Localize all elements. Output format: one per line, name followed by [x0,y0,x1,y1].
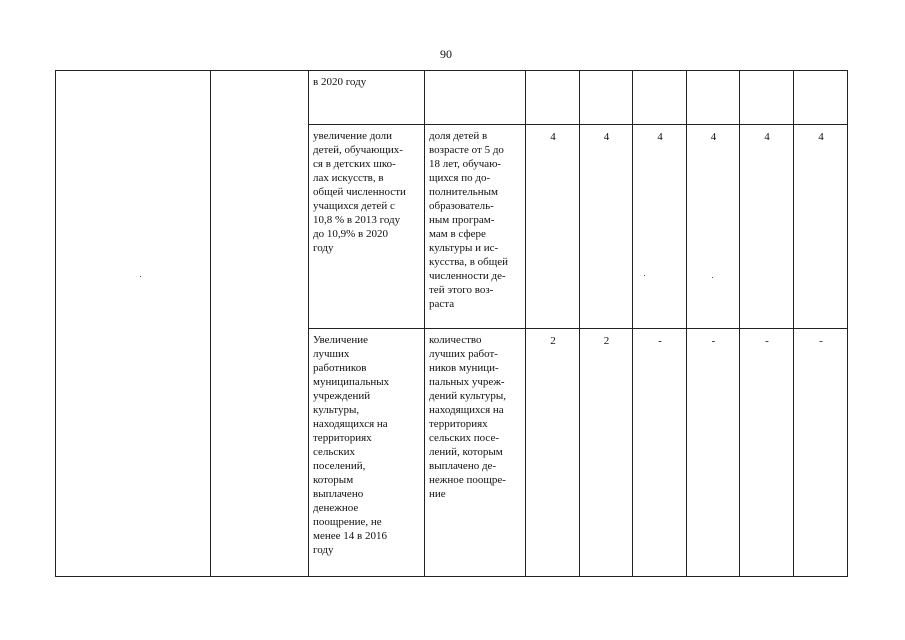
table-row [56,71,848,125]
page-number: 90 [440,47,452,61]
scan-speck [644,275,645,276]
task-cell: в 2020 году [309,71,425,125]
scan-speck [140,276,141,277]
indicator-cell: доля детей в возрасте от 5 до 18 лет, обучаю- щихся по до- полнительным образователь- ным програм- мам в сфере культуры и ис- кусства, в общей численности де- тей этого воз- раста [425,125,526,329]
program-name-cell [56,71,211,577]
value-cell: 4 [687,125,740,329]
value-cell: - [633,329,687,577]
value-cell [794,71,848,125]
value-cell: - [740,329,794,577]
value-cell: 4 [526,125,580,329]
value-cell: 4 [794,125,848,329]
scan-speck [712,277,713,278]
indicators-table [55,70,848,577]
value-cell: 2 [580,329,633,577]
indicator-cell [425,71,526,125]
value-cell [633,71,687,125]
task-cell: увеличение доли детей, обучающих- ся в детских шко- лах искусств, в общей численности учащихся детей с 10,8 % в 2013 году до 10,9% в 2020 году [309,125,425,329]
indicator-cell: количество лучших работ- ников муници- пальных учреж- дений культуры, находящихся на территориях сельских посе- лений, которым выплачено де- нежное поощре- ние [425,329,526,577]
value-cell: 4 [580,125,633,329]
value-cell [580,71,633,125]
goal-cell [211,71,309,577]
value-cell: 2 [526,329,580,577]
value-cell: 4 [740,125,794,329]
value-cell [740,71,794,125]
value-cell: - [794,329,848,577]
task-cell: Увеличение лучших работников муниципальных учреждений культуры, находящихся на территориях сельских поселений, которым выплачено денежное поощрение, не менее 14 в 2016 году [309,329,425,577]
value-cell [526,71,580,125]
value-cell: - [687,329,740,577]
value-cell: 4 [633,125,687,329]
value-cell [687,71,740,125]
